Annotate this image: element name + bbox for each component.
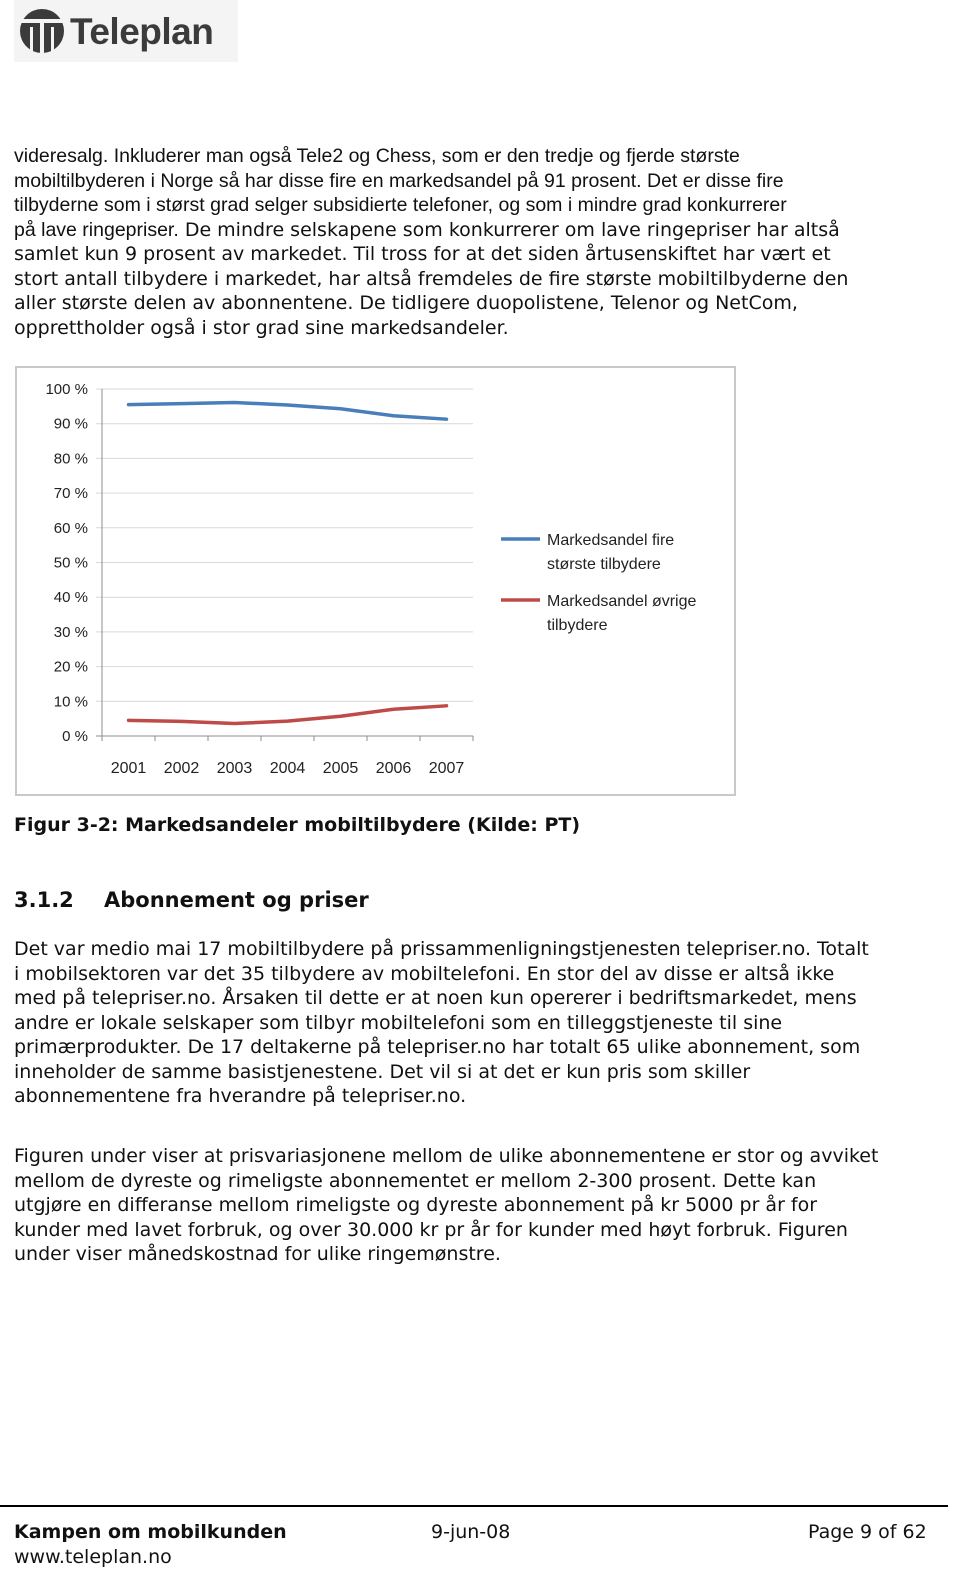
y-tick-label: 10 % [53, 693, 88, 711]
y-tick-label: 40 % [53, 589, 88, 607]
figure-caption: Figur 3-2: Markedsandeler mobiltilbydere (Kilde: PT) [14, 814, 581, 836]
footer-url: www.teleplan.no [14, 1546, 172, 1568]
y-tick-label: 50 % [53, 554, 88, 572]
text-line: kunder med lavet forbruk, og over 30.000 kr pr år for kunder med høyt forbruk. Figuren [14, 1218, 848, 1241]
text-line: mobiltilbyderen i Norge så har disse fire en markedsandel på 91 prosent. Det er disse fire [14, 169, 784, 192]
paragraph-3 [14, 1144, 944, 1267]
text-line: primærprodukter. De 17 deltakerne på telepriser.no har totalt 65 ulike abonnement, som [14, 1036, 861, 1058]
text-line: mellom de dyreste og rimeligste abonnementet er mellom 2-300 prosent. Dette kan [14, 1169, 817, 1192]
teleplan-globe-icon [18, 7, 66, 55]
legend-label: tilbydere [547, 617, 608, 634]
y-tick-label: 20 % [53, 658, 88, 676]
x-tick-label: 2001 [110, 760, 147, 777]
text-line: videresalg. Inkluderer man også Tele2 og Chess, som er den tredje og fjerde største [14, 145, 740, 167]
x-tick-label: 2006 [375, 760, 412, 777]
text-line: aller største delen av abonnentene. De tidligere duopolistene, Telenor og NetCom, [14, 292, 798, 314]
legend-label: Markedsandel øvrige [547, 593, 697, 610]
y-tick-label: 0 % [62, 728, 88, 745]
text-line: stort antall tilbydere i markedet, har altså fremdeles de fire største mobiltilbyderne den [14, 267, 849, 290]
text-line: opprettholder også i stor grad sine markedsandeler. [14, 316, 509, 339]
logo-wordmark: Teleplan [70, 11, 214, 52]
footer-divider [0, 1505, 948, 1507]
y-tick-label: 80 % [53, 450, 88, 468]
teleplan-logo [14, 0, 238, 62]
text-line: Figuren under viser at prisvariasjonene mellom de ulike abonnementene er stor og avviket [14, 1145, 879, 1167]
x-tick-label: 2003 [216, 760, 253, 777]
footer-title: Kampen om mobilkunden [14, 1521, 287, 1543]
section-title: Abonnement og priser [104, 888, 369, 912]
x-tick-label: 2004 [269, 760, 306, 777]
text-line: i mobilsektoren var det 35 tilbydere av mobiltelefoni. En stor del av disse er altså ikke [14, 962, 835, 985]
market-share-chart [15, 366, 736, 796]
x-tick-label: 2002 [163, 760, 200, 777]
y-tick-label: 70 % [53, 485, 88, 503]
paragraph-2 [14, 937, 944, 1109]
series-line-1 [129, 403, 447, 420]
text-line: inneholder de samme basistjenestene. Det vil si at det er kun pris som skiller [14, 1060, 751, 1083]
footer-date: 9-jun-08 [431, 1521, 511, 1543]
legend-label: største tilbydere [547, 556, 661, 573]
footer-page-number: Page 9 of 62 [808, 1521, 927, 1543]
y-tick-label: 60 % [53, 519, 88, 537]
chart-canvas [17, 368, 734, 794]
x-tick-label: 2005 [322, 760, 359, 777]
text-line: abonnementene fra hverandre på telepriser.no. [14, 1085, 467, 1107]
text-line: under viser månedskostnad for ulike ringemønstre. [14, 1243, 501, 1265]
legend-label: Markedsandel fire [547, 532, 675, 549]
y-tick-label: 30 % [53, 623, 88, 641]
y-tick-label: 100 % [45, 381, 88, 398]
text-line: på lave ringepriser. De mindre selskapene som konkurrerer om lave ringepriser har altså [14, 218, 840, 241]
section-heading [14, 888, 369, 912]
text-line: samlet kun 9 prosent av markedet. Til tross for at det siden årtusenskiftet har vært et [14, 243, 831, 265]
paragraph-1 [14, 144, 944, 340]
y-tick-label: 90 % [53, 415, 88, 433]
text-line: Det var medio mai 17 mobiltilbydere på prissammenligningstjenesten telepriser.no. Totalt [14, 938, 869, 960]
x-tick-label: 2007 [428, 760, 465, 777]
section-number: 3.1.2 [14, 888, 74, 912]
text-line: utgjøre en differanse mellom rimeligste og dyreste abonnement på kr 5000 pr år for [14, 1194, 818, 1216]
text-line: med på telepriser.no. Årsaken til dette er at noen kun opererer i bedriftsmarkedet, mens [14, 987, 857, 1009]
text-line: tilbyderne som i størst grad selger subsidierte telefoner, og som i mindre grad konkurrerer [14, 194, 787, 216]
text-line: andre er lokale selskaper som tilbyr mobiltelefoni som en tilleggstjeneste til sine [14, 1011, 783, 1034]
series-line-2 [129, 706, 447, 724]
